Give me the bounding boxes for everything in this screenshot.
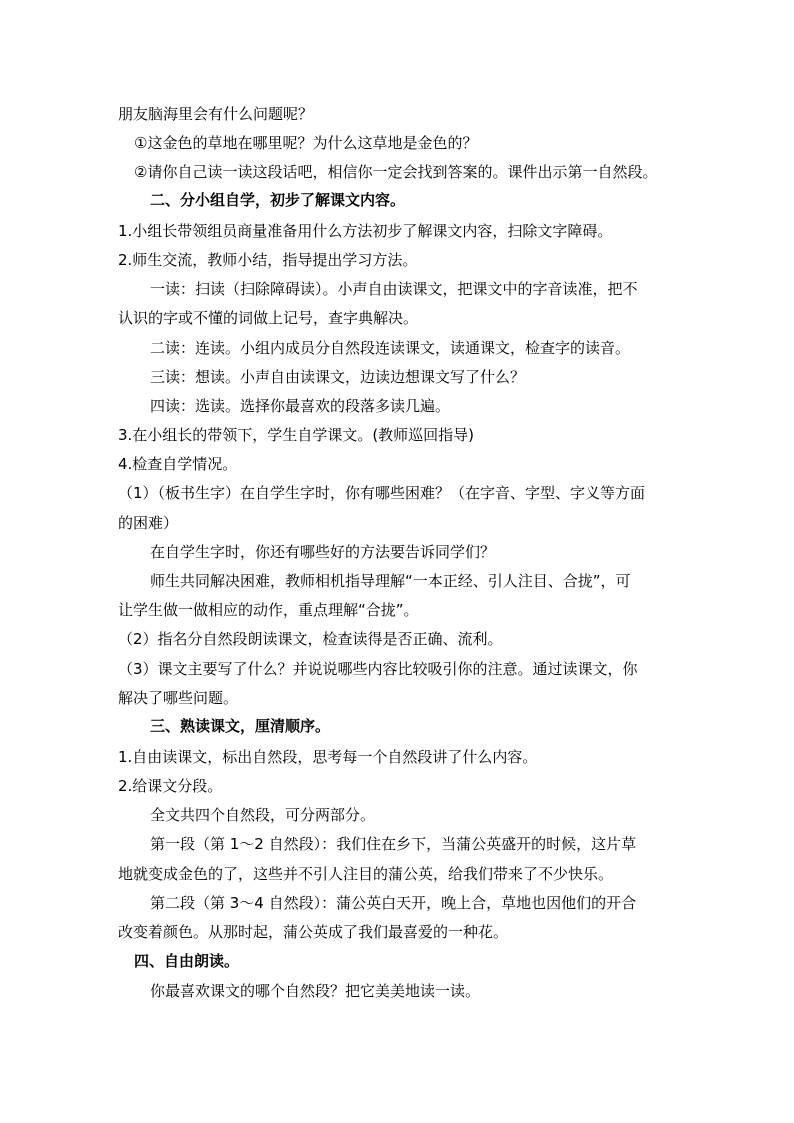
step-3: 3.在小组长的带领下，学生自学课文。(教师巡回指导) bbox=[118, 426, 475, 444]
paragraph-part-2: 第二段（第 3～4 自然段）：蒲公英白天开，晚上合，草地也因他们的开合 bbox=[150, 894, 637, 912]
text-line: 改变着颜色。从那时起，蒲公英成了我们最喜爱的一种花。 bbox=[118, 923, 509, 941]
section-heading-3: 三、熟读课文，厘清顺序。 bbox=[150, 717, 331, 735]
step-1: 1.自由读课文，标出自然段，思考每一个自然段讲了什么内容。 bbox=[118, 748, 538, 766]
text-line: 认识的字或不懂的词做上记号，查字典解决。 bbox=[118, 309, 419, 327]
step-1: 1.小组长带领组员商量准备用什么方法初步了解课文内容，扫除文字障碍。 bbox=[118, 222, 613, 240]
question-item-2: ②请你自己读一读这段话吧，相信你一定会找到答案的。课件出示第一自然段。 bbox=[134, 163, 658, 181]
step-2: 2.给课文分段。 bbox=[118, 777, 223, 795]
section-heading-4: 四、自由朗读。 bbox=[134, 952, 240, 970]
text-line: 在自学生字时，你还有哪些好的方法要告诉同学们？ bbox=[150, 543, 496, 561]
read-method-3: 三读：想读。小声自由读课文，边读边想课文写了什么？ bbox=[150, 368, 526, 386]
sub-item-3: （3）课文主要写了什么？并说说哪些内容比较吸引你的注意。通过读课文，你 bbox=[118, 660, 638, 678]
text-line: 地就变成金色的了，这些并不引人注目的蒲公英，给我们带来了不少快乐。 bbox=[118, 865, 614, 883]
question-item-1: ①这金色的草地在哪里呢？为什么这草地是金色的？ bbox=[134, 134, 478, 152]
paragraph-part-1: 第一段（第 1～2 自然段）：我们住在乡下，当蒲公英盛开的时候，这片草 bbox=[150, 835, 637, 853]
text-line: 全文共四个自然段，可分两部分。 bbox=[150, 806, 376, 824]
step-2: 2.师生交流，教师小结，指导提出学习方法。 bbox=[118, 251, 418, 269]
read-method-2: 二读：连读。小组内成员分自然段连读课文，读通课文，检查字的读音。 bbox=[150, 339, 631, 357]
text-line: 师生共同解决困难，教师相机指导理解“一本正经、引人注目、合拢”，可 bbox=[150, 572, 631, 590]
sub-item-1: （1）（板书生字）在自学生字时，你有哪些困难？（在字音、字型、字义等方面 bbox=[118, 484, 646, 502]
read-method-1: 一读：扫读（扫除障碍读）。小声自由读课文，把课文中的字音读准，把不 bbox=[150, 280, 638, 298]
text-line: 的困难） bbox=[118, 514, 179, 532]
text-line: 朋友脑海里会有什么问题呢？ bbox=[118, 105, 314, 123]
read-method-4: 四读：选读。选择你最喜欢的段落多读几遍。 bbox=[150, 397, 451, 415]
section-heading-2: 二、分小组自学，初步了解课文内容。 bbox=[150, 191, 406, 209]
text-line: 你最喜欢课文的哪个自然段？把它美美地读一读。 bbox=[150, 982, 481, 1000]
text-line: 解决了哪些问题。 bbox=[118, 689, 239, 707]
sub-item-2: （2）指名分自然段朗读课文，检查读得是否正确、流利。 bbox=[118, 630, 503, 648]
text-line: 让学生做一做相应的动作，重点理解“合拢”。 bbox=[118, 601, 419, 619]
step-4: 4.检查自学情况。 bbox=[118, 455, 238, 473]
